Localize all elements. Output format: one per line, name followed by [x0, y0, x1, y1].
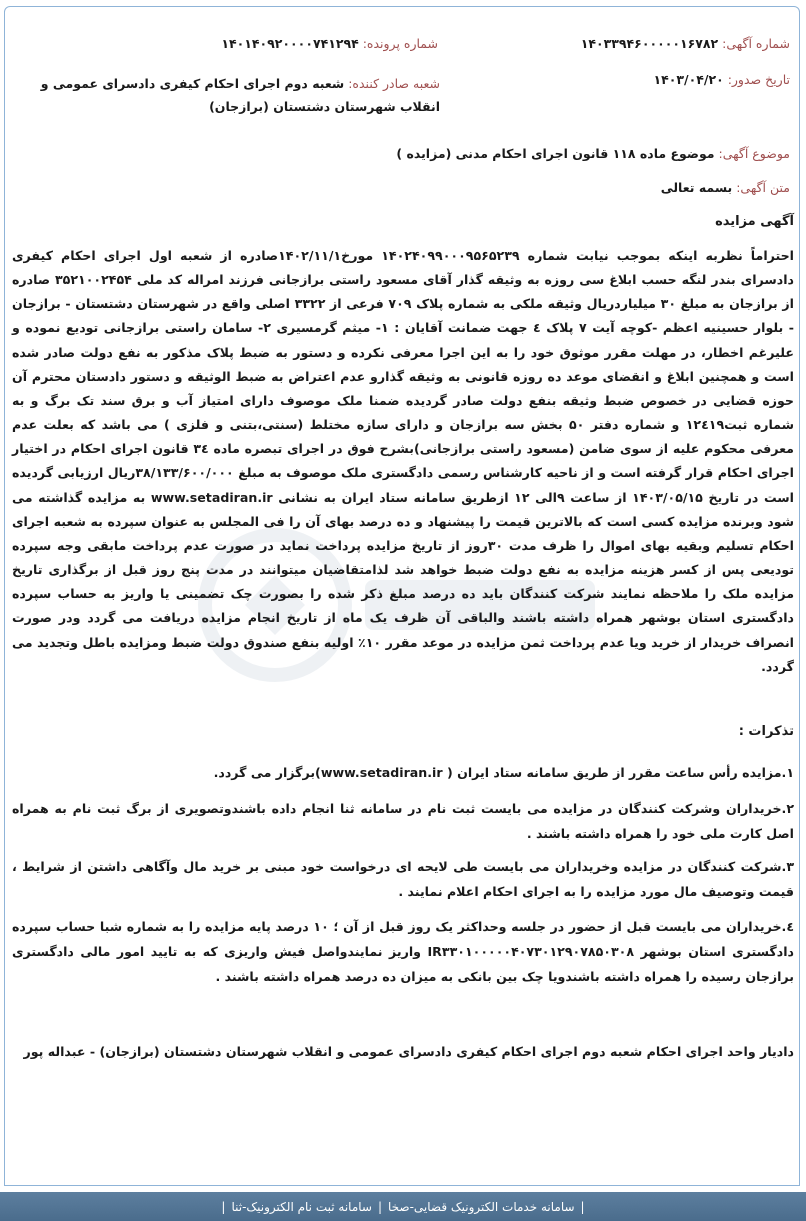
ad-text-label: متن آگهی: — [736, 180, 790, 195]
ad-text-value: بسمه تعالی — [660, 180, 733, 195]
note-item-3: ۳.شرکت کنندگان در مزایده وخریداران می بایست طی لایحه ای درخواست خود مبنی بر خرید مال وآگاهی داشتن از شرایط ، قیمت وتوصیف مال مورد مزایده را به اجرای احکام اعلام نمایند . — [12, 859, 794, 899]
signature: دادیار واحد اجرای احکام شعبه دوم اجرای احکام کیفری دادسرای عمومی و انقلاب شهرستان دشتستان (برازجان) - عبداله پور — [23, 1044, 794, 1059]
subject-label: موضوع آگهی: — [718, 146, 790, 161]
auction-paragraph: احتراماً نظربه اینکه بموجب نیابت شماره ۱۴۰۲۴۰۹۹۰۰۰۹۵۶۵۲۳۹ مورخ۱۴۰۲/۱۱/۱صادره از شعبه اول اجرای احکام کیفری دادسرای بندر لنگه حسب ابلاغ سی روزه به وثیقه گذار آقای مسعود راستی برازجانی فرزند امراله کد ملی ۳۵۲۱۰۰۲۴۵۴ صادره از برازجان به مبلغ ۳۰ میلیاردریال وثیقه ملکی به شماره پلاک ۷۰۹ فرعی از ۳۳۲۲ اصلی واقع در شهرستان دشتستان - برازجان - بلوار حسینیه اعظم -کوچه آیت ۷ پلاک ٤ جهت ضمانت آقایان : ۱- میثم گرمسیری ۲- سامان راستی برازجانی تودیع نموده و علیرغم اخطار، در مهلت مقرر موثوق خود را به این اجرا معرفی نکرده و دستور به ضبط پلاک مذکور به نفع دولت صادر شده است و همچنین ابلاغ و انقضای موعد ده روزه قانونی به وثیقه گذارو عدم اعتراض به ضبط الوثیقه و دستور دادستان محترم آن حوزه قضایی در خصوص ضبط وثیقه بنفع دولت صادر گردیده ضمنا ملک موصوف دارای امتیاز آب و برق سند تک برگ و به شماره ثبت۱۲٤۱۹ و شماره دفتر ۵۰ بخش سه برازجان و دارای سازه مختلط (سنتی،بتنی و فلزی ) می باشد که بعلت عدم معرفی محکوم علیه از سوی ضامن (مسعود راستی برازجانی)بشرح فوق در اجرای تبصره ماده ۳٤ قانون اجرای احکام در اختیار اجرای احکام قرار گرفته است و از ناحیه کارشناس رسمی دادگستری ملک موصوف به مبلغ ۳۸/۱۳۳/۶۰۰/۰۰۰ریال ارزیابی گردیده است در تاریخ ۱۴۰۳/۰۵/۱۵ از ساعت ۹الی ۱۲ ازطریق سامانه ستاد ایران به نشانی www.setadiran.ir به مزایده گذاشته می شود وبرنده مزایده کسی است که بالاترین قیمت را پیشنهاد و ده درصد بهای آن را فی المجلس به عنوان سپرده به شعبه اجرای احکام تسلیم وبقیه بهای اموال را ظرف مدت ۳۰روز از تاریخ مزایده پرداخت نماید در صورت عدم پرداخت مابقی وجه سپرده تودیعی پس از کسر هزینه مزایده به نفع دولت ضبط خواهد شد لذامتقاضیان میتوانند در مدت پنج روز قبل از برگذاری تاریخ مزایده ملک را ملاحظه نمایند شرکت کنندگان باید ده درصد مبلغ ذکر شده را بصورت چک تضمینی یا واریز به حساب سپرده دادگستری استان بوشهر همراه داشته باشند والباقی آن ظرف یک ماه از تاریخ انجام مزایده دریافت می گردد ودر صورت انصراف خریدار از خرید ویا عدم پرداخت ثمن مزایده در موعد مقرر ۱۰٪ اولیه بنفع صندوق دولت ضبط ومزایده باطل وتجدید می گردد. — [12, 248, 795, 674]
note-item-2: ۲.خریداران وشرکت کنندگان در مزایده می بایست ثبت نام در سامانه ثنا انجام داده باشندوتصویری از برگ ثبت نام به همراه اصل کارت ملی خود را همراه داشته باشند . — [12, 801, 794, 841]
issuer-value: شعبه دوم اجرای احکام کیفری دادسرای عمومی و انقلاب شهرستان دشتستان (برازجان) — [40, 76, 440, 114]
case-number-value: ۱۴۰۱۴۰۹۲۰۰۰۰۷۴۱۲۹۴ — [221, 36, 359, 51]
note-item-1: ۱.مزایده رأس ساعت مقرر از طریق سامانه ستاد ایران ( www.setadiran.ir)برگزار می گردد. — [213, 765, 794, 780]
issuer — [20, 72, 440, 118]
case-number-label: شماره پرونده: — [362, 36, 438, 51]
ad-number-value: ۱۴۰۳۳۹۴۶۰۰۰۰۰۱۶۷۸۲ — [580, 36, 719, 51]
subject-value: موضوع ماده ۱۱۸ قانون اجرای احکام مدنی (مزایده ) — [396, 146, 715, 161]
footer-separator-right: | — [580, 1199, 585, 1214]
ad-number — [581, 36, 790, 51]
auction-heading: آگهی مزایده — [715, 214, 794, 229]
footer-separator-mid: | — [377, 1199, 382, 1214]
note-item-4: ٤.خریداران می بایست قبل از حضور در جلسه وحداکثر یک روز قبل از آن ؛ ۱۰ درصد پایه مزایده را به شماره شبا حساب سپرده دادگستری استان بوشهر IR۳۳۰۱۰۰۰۰۰۴۰۷۳۰۱۲۹۰۷۸۵۰۳۰۸ واریز نمایندواصل فیش واریزی که به تایید امور مالی دادگستری برازجان رسیده را همراه داشته باشندویا چک بین بانکی به میزان ده درصد همراه داشته باشند . — [12, 919, 794, 984]
footer-link-sana[interactable]: سامانه ثبت نام الکترونیک-ثنا — [231, 1199, 372, 1214]
footer-link-sakha[interactable]: سامانه خدمات الکترونیک قضایی-صخا — [388, 1199, 575, 1214]
issue-date-value: ۱۴۰۳/۰۴/۲۰ — [653, 72, 724, 87]
issuer-label: شعبه صادر کننده: — [348, 76, 440, 91]
case-number — [221, 36, 438, 51]
issue-date-label: تاریخ صدور: — [727, 72, 790, 87]
subject — [396, 146, 790, 161]
footer-separator-left: | — [221, 1199, 226, 1214]
issue-date — [654, 72, 790, 87]
footer-bar — [0, 1192, 806, 1221]
ad-text-heading — [661, 180, 790, 195]
notes-title: تذکرات : — [738, 724, 794, 739]
ad-number-label: شماره آگهی: — [722, 36, 790, 51]
